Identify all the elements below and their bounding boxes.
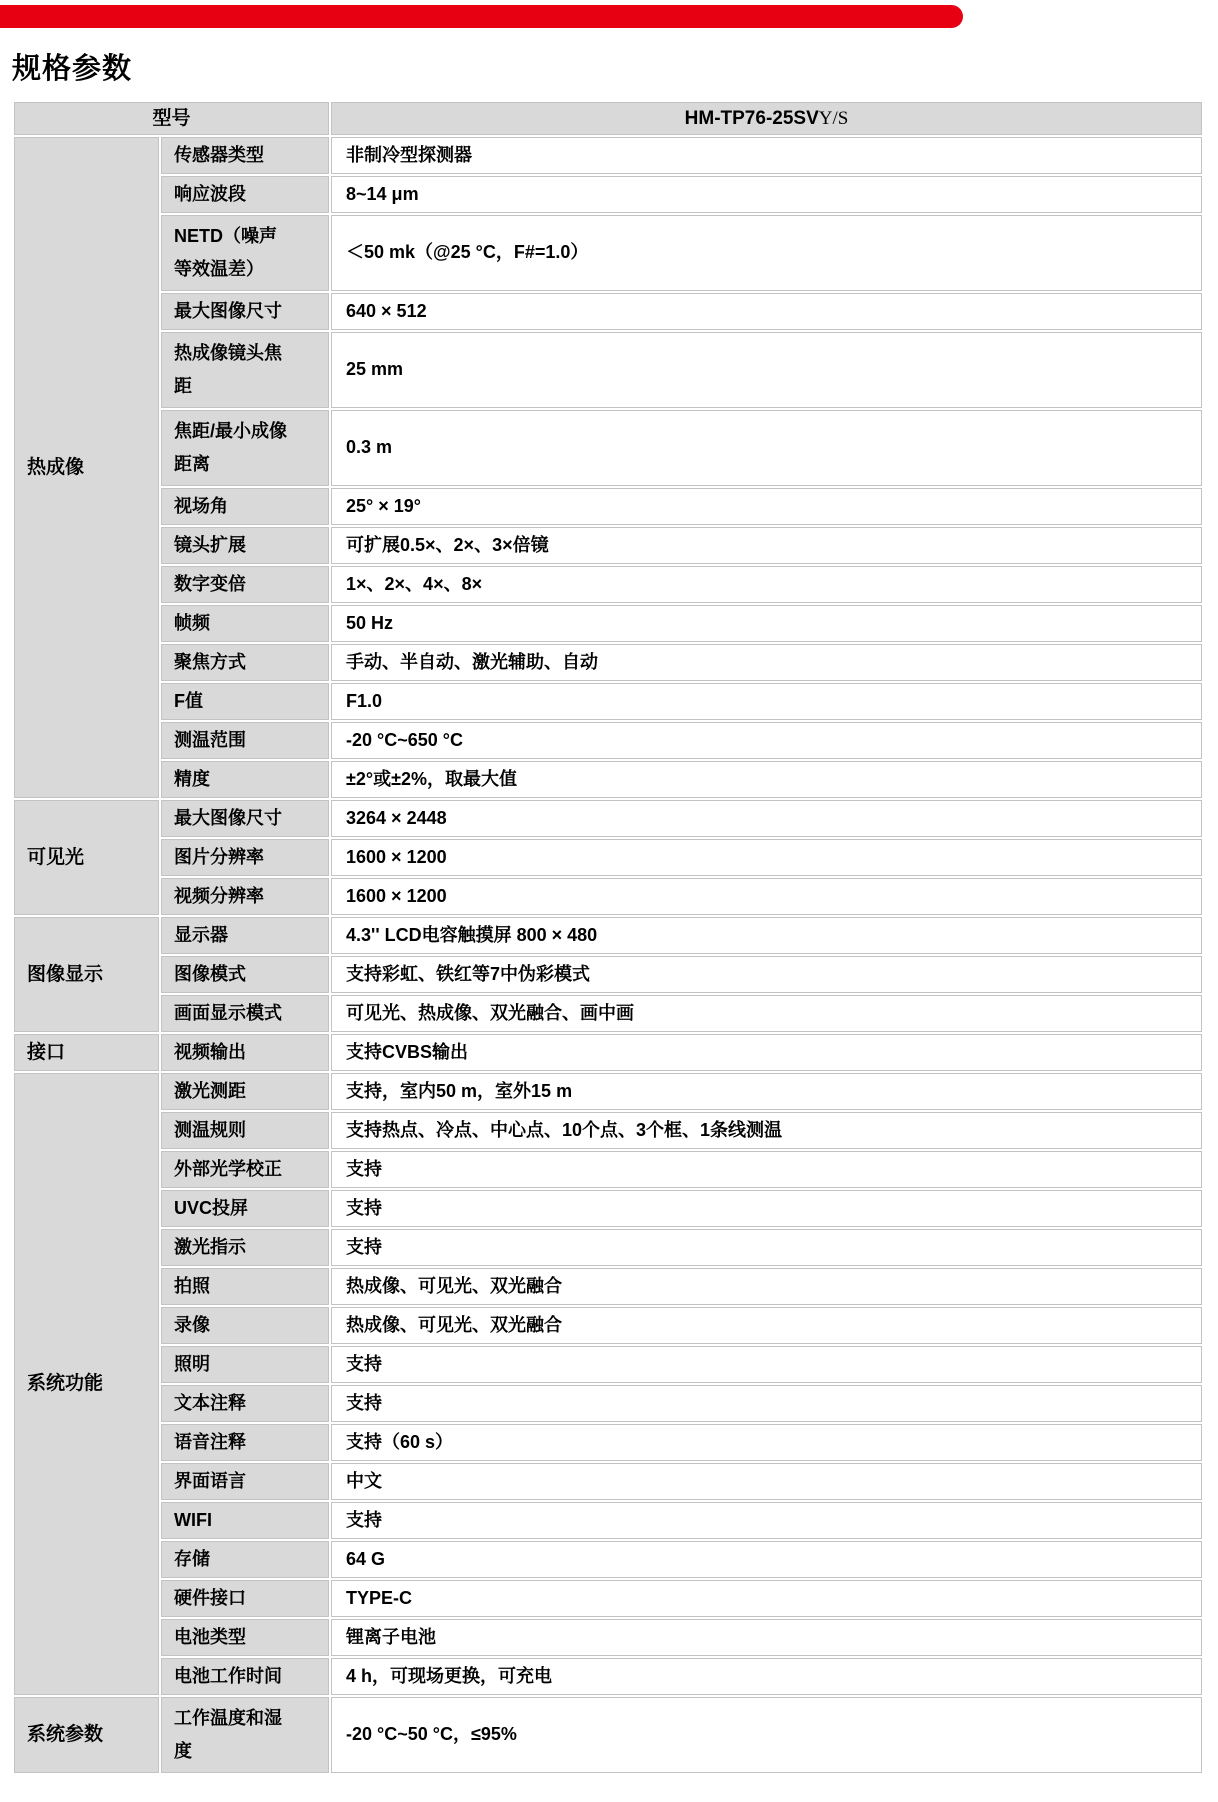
table-row bbox=[14, 917, 1202, 954]
spec-value-cell: 64 G bbox=[331, 1541, 1202, 1578]
table-row bbox=[14, 332, 1202, 408]
spec-label-cell: 外部光学校正 bbox=[161, 1151, 329, 1188]
spec-value-cell: 支持热点、冷点、中心点、10个点、3个框、1条线测温 bbox=[331, 1112, 1202, 1149]
table-row bbox=[14, 1619, 1202, 1656]
table-row bbox=[14, 761, 1202, 798]
spec-value-cell: 支持 bbox=[331, 1190, 1202, 1227]
spec-label-cell: 测温规则 bbox=[161, 1112, 329, 1149]
spec-value-cell: TYPE-C bbox=[331, 1580, 1202, 1617]
spec-label-cell: 显示器 bbox=[161, 917, 329, 954]
spec-value-cell: 手动、半自动、激光辅助、自动 bbox=[331, 644, 1202, 681]
spec-label-cell: 图像模式 bbox=[161, 956, 329, 993]
spec-value-cell: 640 × 512 bbox=[331, 293, 1202, 330]
spec-label-cell: 视场角 bbox=[161, 488, 329, 525]
table-row bbox=[14, 995, 1202, 1032]
top-banner-bar bbox=[0, 5, 963, 28]
table-row bbox=[14, 488, 1202, 525]
spec-value-cell: 1×、2×、4×、8× bbox=[331, 566, 1202, 603]
spec-label-cell: 传感器类型 bbox=[161, 137, 329, 174]
model-header-value bbox=[331, 102, 1202, 135]
table-row bbox=[14, 137, 1202, 174]
spec-label-cell: 响应波段 bbox=[161, 176, 329, 213]
spec-value-cell: 4.3'' LCD电容触摸屏 800 × 480 bbox=[331, 917, 1202, 954]
spec-label-cell: 焦距/最小成像距离 bbox=[161, 410, 329, 486]
spec-value-cell: ＜50 mk（@25 °C，F#=1.0） bbox=[331, 215, 1202, 291]
table-row bbox=[14, 1307, 1202, 1344]
table-row bbox=[14, 1385, 1202, 1422]
spec-value-cell: 4 h，可现场更换，可充电 bbox=[331, 1658, 1202, 1695]
spec-label-cell: 帧频 bbox=[161, 605, 329, 642]
spec-label-cell: 热成像镜头焦距 bbox=[161, 332, 329, 408]
table-row bbox=[14, 878, 1202, 915]
table-row bbox=[14, 644, 1202, 681]
spec-value-cell: 热成像、可见光、双光融合 bbox=[331, 1307, 1202, 1344]
spec-value-cell: 中文 bbox=[331, 1463, 1202, 1500]
spec-label-cell: NETD（噪声等效温差） bbox=[161, 215, 329, 291]
table-row bbox=[14, 410, 1202, 486]
spec-label-cell: 聚焦方式 bbox=[161, 644, 329, 681]
spec-label-cell: 视频输出 bbox=[161, 1034, 329, 1071]
spec-label-cell: 数字变倍 bbox=[161, 566, 329, 603]
spec-label-cell: 录像 bbox=[161, 1307, 329, 1344]
table-row bbox=[14, 1151, 1202, 1188]
group-cell-thermal: 热成像 bbox=[14, 137, 159, 798]
spec-label-cell: 视频分辨率 bbox=[161, 878, 329, 915]
spec-value-cell: 可见光、热成像、双光融合、画中画 bbox=[331, 995, 1202, 1032]
spec-value-cell: 3264 × 2448 bbox=[331, 800, 1202, 837]
spec-value-cell: 25 mm bbox=[331, 332, 1202, 408]
spec-value-cell: 支持 bbox=[331, 1229, 1202, 1266]
spec-value-cell: 0.3 m bbox=[331, 410, 1202, 486]
table-row bbox=[14, 566, 1202, 603]
group-cell-system-params: 系统参数 bbox=[14, 1697, 159, 1773]
spec-value-cell: 可扩展0.5×、2×、3×倍镜 bbox=[331, 527, 1202, 564]
spec-label-cell: 画面显示模式 bbox=[161, 995, 329, 1032]
spec-label-cell: 文本注释 bbox=[161, 1385, 329, 1422]
spec-value-cell: F1.0 bbox=[331, 683, 1202, 720]
table-row bbox=[14, 800, 1202, 837]
spec-label-cell: 电池类型 bbox=[161, 1619, 329, 1656]
table-row bbox=[14, 605, 1202, 642]
spec-table bbox=[12, 100, 1204, 1775]
table-row bbox=[14, 1580, 1202, 1617]
model-number-suffix: Y/S bbox=[818, 107, 849, 129]
spec-value-cell: 支持 bbox=[331, 1346, 1202, 1383]
table-header-row bbox=[14, 102, 1202, 135]
table-row bbox=[14, 683, 1202, 720]
spec-value-cell: 锂离子电池 bbox=[331, 1619, 1202, 1656]
group-cell-image-display: 图像显示 bbox=[14, 917, 159, 1032]
spec-label-cell: 工作温度和湿度 bbox=[161, 1697, 329, 1773]
spec-table-body bbox=[14, 102, 1202, 1773]
spec-label-cell: 最大图像尺寸 bbox=[161, 293, 329, 330]
spec-value-cell: 支持，室内50 m，室外15 m bbox=[331, 1073, 1202, 1110]
spec-label-cell: 镜头扩展 bbox=[161, 527, 329, 564]
table-row bbox=[14, 1463, 1202, 1500]
spec-value-cell: 50 Hz bbox=[331, 605, 1202, 642]
spec-value-cell: -20 °C~50 °C，≤95% bbox=[331, 1697, 1202, 1773]
spec-value-cell: 8~14 μm bbox=[331, 176, 1202, 213]
model-header-label: 型号 bbox=[14, 102, 329, 135]
spec-label-cell: 测温范围 bbox=[161, 722, 329, 759]
table-row bbox=[14, 1034, 1202, 1071]
table-row bbox=[14, 1073, 1202, 1110]
table-row bbox=[14, 1346, 1202, 1383]
spec-value-cell: 支持CVBS输出 bbox=[331, 1034, 1202, 1071]
table-row bbox=[14, 176, 1202, 213]
spec-label-cell: UVC投屏 bbox=[161, 1190, 329, 1227]
spec-label-cell: 激光测距 bbox=[161, 1073, 329, 1110]
spec-value-cell: ±2°或±2%，取最大值 bbox=[331, 761, 1202, 798]
table-row bbox=[14, 1112, 1202, 1149]
spec-label-cell: 界面语言 bbox=[161, 1463, 329, 1500]
group-cell-interface: 接口 bbox=[14, 1034, 159, 1071]
spec-label-cell: 激光指示 bbox=[161, 1229, 329, 1266]
spec-label-cell: 语音注释 bbox=[161, 1424, 329, 1461]
table-row bbox=[14, 1541, 1202, 1578]
spec-value-cell: 支持 bbox=[331, 1385, 1202, 1422]
page-title: 规格参数 bbox=[12, 53, 133, 85]
group-cell-system-functions: 系统功能 bbox=[14, 1073, 159, 1695]
table-row bbox=[14, 1268, 1202, 1305]
table-row bbox=[14, 956, 1202, 993]
spec-label-cell: 电池工作时间 bbox=[161, 1658, 329, 1695]
table-row bbox=[14, 839, 1202, 876]
table-row bbox=[14, 1658, 1202, 1695]
spec-label-cell: 最大图像尺寸 bbox=[161, 800, 329, 837]
table-row bbox=[14, 1697, 1202, 1773]
spec-value-cell: 支持彩虹、铁红等7中伪彩模式 bbox=[331, 956, 1202, 993]
spec-label-cell: WIFI bbox=[161, 1502, 329, 1539]
table-row bbox=[14, 215, 1202, 291]
model-number-prefix: HM-TP76-25SV bbox=[684, 107, 819, 129]
spec-value-cell: 1600 × 1200 bbox=[331, 839, 1202, 876]
table-row bbox=[14, 1502, 1202, 1539]
spec-label-cell: F值 bbox=[161, 683, 329, 720]
table-row bbox=[14, 1424, 1202, 1461]
spec-value-cell: 热成像、可见光、双光融合 bbox=[331, 1268, 1202, 1305]
spec-value-cell: 支持 bbox=[331, 1151, 1202, 1188]
spec-label-cell: 精度 bbox=[161, 761, 329, 798]
table-row bbox=[14, 293, 1202, 330]
spec-value-cell: 支持（60 s） bbox=[331, 1424, 1202, 1461]
spec-label-cell: 拍照 bbox=[161, 1268, 329, 1305]
spec-value-cell: 非制冷型探测器 bbox=[331, 137, 1202, 174]
spec-label-cell: 存储 bbox=[161, 1541, 329, 1578]
spec-value-cell: 25° × 19° bbox=[331, 488, 1202, 525]
spec-value-cell: 1600 × 1200 bbox=[331, 878, 1202, 915]
spec-label-cell: 照明 bbox=[161, 1346, 329, 1383]
spec-label-cell: 图片分辨率 bbox=[161, 839, 329, 876]
spec-value-cell: 支持 bbox=[331, 1502, 1202, 1539]
table-row bbox=[14, 1190, 1202, 1227]
spec-value-cell: -20 °C~650 °C bbox=[331, 722, 1202, 759]
group-cell-visible-light: 可见光 bbox=[14, 800, 159, 915]
table-row bbox=[14, 722, 1202, 759]
table-row bbox=[14, 1229, 1202, 1266]
spec-label-cell: 硬件接口 bbox=[161, 1580, 329, 1617]
table-row bbox=[14, 527, 1202, 564]
